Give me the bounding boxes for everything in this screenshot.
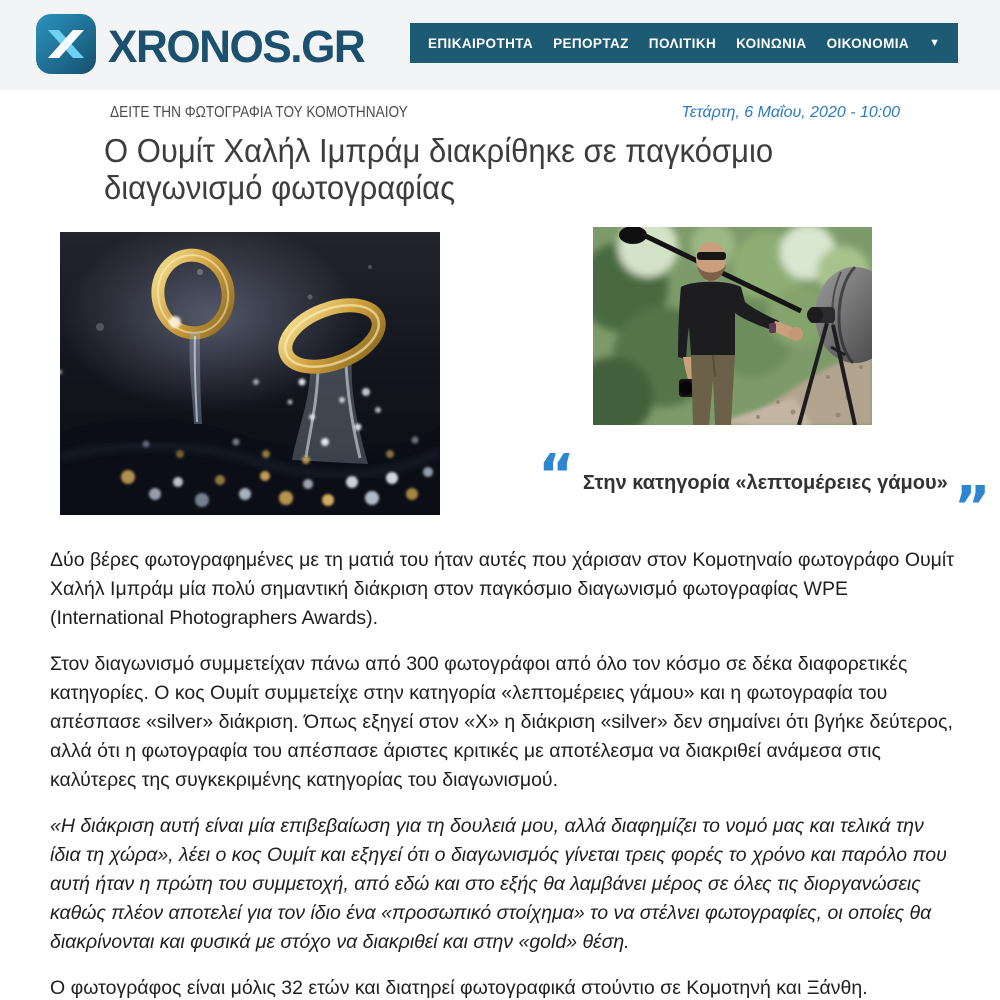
paragraph: Ο φωτογράφος είναι μόλις 32 ετών και διατηρεί φωτογραφικά στούντιο σε Κομοτηνή και Ξάνθη. [50,977,868,999]
pull-quote [538,443,991,540]
pull-quote-text: Στην κατηγορία «λεπτομέρειες γάμου» [582,472,948,494]
open-quote-icon: “ [538,443,575,508]
main-nav [410,23,958,63]
paragraph: Δύο βέρες φωτογραφημένες με τη ματιά του ήταν αυτές που χάρισαν στον Κομοτηναίο φωτογράφο Ουμίτ Χαλήλ Ιμπράμ μία πολύ σημαντική διάκριση στον παγκόσμιο διαγωνισμό φωτογραφίας WPE (International Photographers Awards). [50,549,954,629]
nav-item-koinonia[interactable]: ΚΟΙΝΩΝΙΑ [736,35,807,51]
article-date: Τετάρτη, 6 Μαΐου, 2020 - 10:00 [681,104,900,121]
chevron-down-icon[interactable]: ▼ [929,36,940,49]
article-kicker: ΔΕΙΤΕ ΤΗΝ ΦΩΤΟΓΡΑΦΙΑ ΤΟΥ ΚΟΜΟΤΗΝΑΙΟΥ [110,104,408,121]
close-quote-icon: ” [953,475,991,540]
rings-photo[interactable] [60,232,440,515]
paragraph-quote: «Η διάκριση αυτή είναι μία επιβεβαίωση για τη δουλειά μου, αλλά διαφημίζει το νομό μας και τελικά την ίδια τη χώρα», λέει ο κος Ουμίτ και εξηγεί ότι ο διαγωνισμός γίνεται τρεις φορές το χρόνο και παρόλο που αυτή ήταν η πρώτη του συμμετοχή, από εδώ και στο εξής θα λαμβάνει μέρος σε όλες τις διοργανώσεις καθώς πλέον αποτελεί για τον ίδιο ένα «προσωπικό στοίχημα» το να στέλνει φωτογραφίες, οι οποίες θα διακρίνονται και φυσικά με στόχο να διακριθεί και στην «gold» θέση. [50,815,947,953]
article-body [50,546,956,1000]
page-title: Ο Ουμίτ Χαλήλ Ιμπράμ διακρίθηκε σε παγκόσμιο διαγωνισμό φωτογραφίας [104,132,774,206]
nav-item-oikonomia[interactable]: ΟΙΚΟΝΟΜΙΑ [826,35,910,51]
paragraph: Στον διαγωνισμό συμμετείχαν πάνω από 300 φωτογράφοι από όλο τον κόσμο σε δέκα διαφορετικές κατηγορίες. Ο κος Ουμίτ συμμετείχε στην κατηγορία «λεπτομέρειες γάμου» και η φωτογραφία του απέσπασε «silver» διάκριση. Όπως εξηγεί στον «Χ» η διάκριση «silver» δεν σημαίνει ότι βγήκε δεύτερος, αλλά ότι η φωτογραφία του απέσπασε άριστες κριτικές με αποτέλεσμα να διακριθεί ανάμεσα στις καλύτερες της συγκεκριμένης κατηγορίας του διαγωνισμού. [50,653,953,791]
logo-x-icon [35,13,97,80]
site-logo[interactable] [35,13,370,80]
photographer-photo[interactable] [593,227,872,425]
nav-item-reportaz[interactable]: ΡΕΠΟΡΤΑΖ [553,35,629,51]
logo-wordmark: XRONOS.GR [108,20,365,72]
nav-item-epikairotita[interactable]: ΕΠΙΚΑΙΡΟΤΗΤΑ [428,35,534,51]
site-header [0,0,1000,90]
nav-item-politiki[interactable]: ΠΟΛΙΤΙΚΗ [648,35,717,51]
